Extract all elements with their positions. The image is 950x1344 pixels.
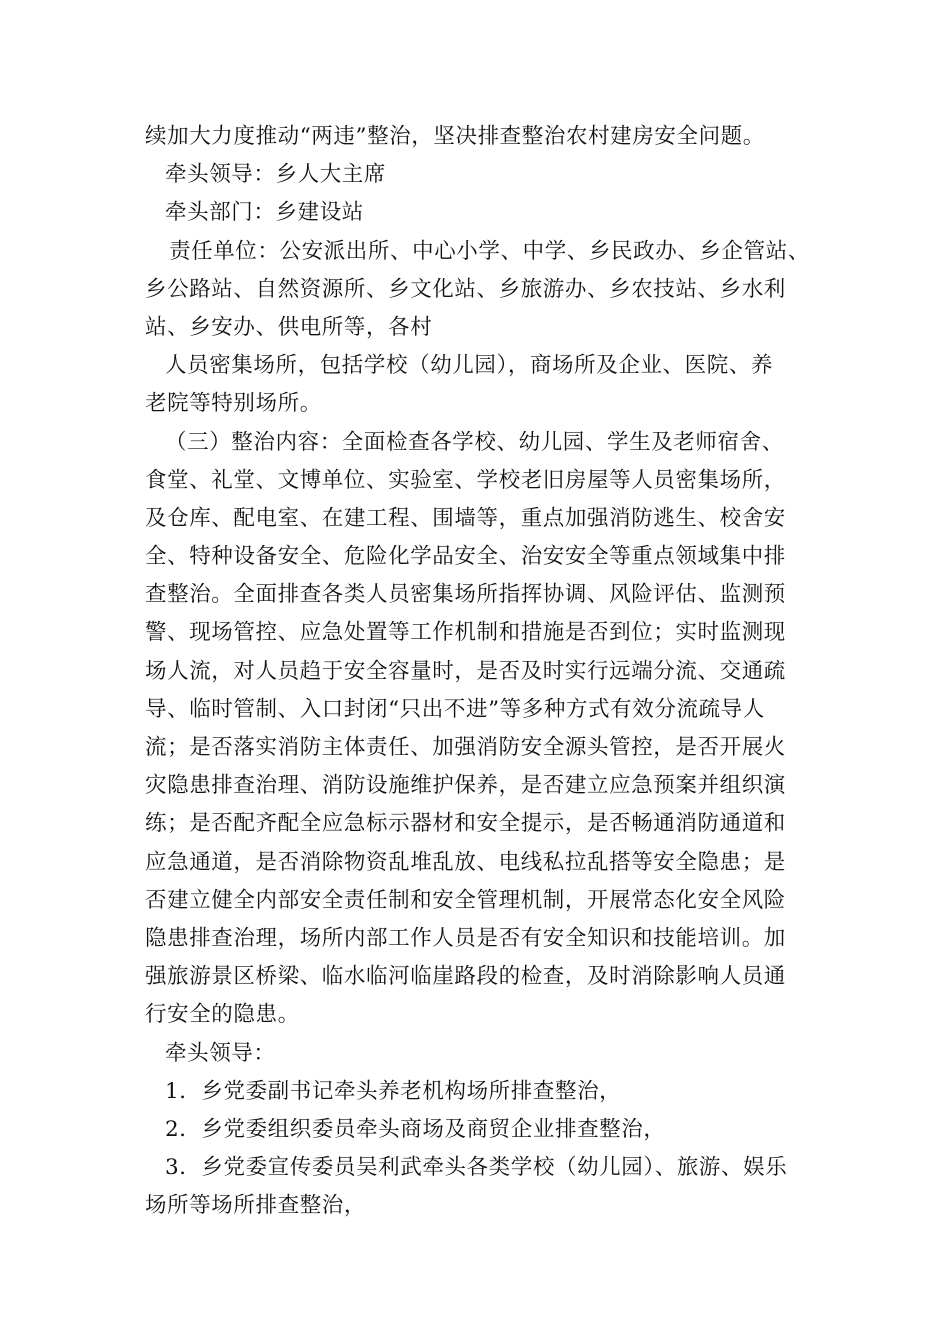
text-line: 警、现场管控、应急处置等工作机制和措施是否到位；实时监测现 bbox=[145, 620, 786, 646]
text-line: 续加大力度推动“两违”整治，坚决排查整治农村建房安全问题。 bbox=[145, 124, 765, 149]
list-item: 3．乡党委宣传委员吴利武牵头各类学校（幼儿园）、旅游、娱乐 bbox=[165, 1155, 788, 1181]
text-line: 老院等特别场所。 bbox=[145, 391, 322, 417]
text-line: 强旅游景区桥梁、临水临河临崖路段的检查，及时消除影响人员通 bbox=[145, 964, 786, 990]
text-line: 食堂、礼堂、文博单位、实验室、学校老旧房屋等人员密集场所， bbox=[145, 467, 786, 493]
text-line: 全、特种设备安全、危险化学品安全、治安安全等重点领域集中排 bbox=[145, 544, 786, 570]
text-line: 应急通道，是否消除物资乱堆乱放、电线私拉乱搭等安全隐患；是 bbox=[145, 849, 786, 875]
text-line: 查整治。全面排查各类人员密集场所指挥协调、风险评估、监测预 bbox=[145, 582, 786, 608]
text-line: 导、临时管制、入口封闭“只出不进”等多种方式有效分流疏导人 bbox=[145, 696, 765, 722]
text-line: 隐患排查治理，场所内部工作人员是否有安全知识和技能培训。加 bbox=[145, 925, 786, 951]
text-line: 人员密集场所，包括学校（幼儿园），商场所及企业、医院、养 bbox=[165, 353, 774, 379]
text-line: 及仓库、配电室、在建工程、围墙等，重点加强消防逃生、校舍安 bbox=[145, 505, 786, 531]
text-line: 场人流，对人员趋于安全容量时，是否及时实行远端分流、交通疏 bbox=[145, 658, 786, 684]
text-line: 站、乡安办、供电所等，各村 bbox=[145, 314, 433, 340]
text-line: 灾隐患排查治理、消防设施维护保养，是否建立应急预案并组织演 bbox=[145, 773, 786, 799]
document-page bbox=[145, 118, 825, 1225]
text-line: 责任单位：公安派出所、中心小学、中学、乡民政办、乡企管站、 bbox=[169, 238, 810, 264]
text-line: 行安全的隐患。 bbox=[145, 1002, 300, 1028]
text-line: 场所等场所排查整治， bbox=[145, 1193, 367, 1219]
text-line: 练；是否配齐配全应急标示器材和安全提示，是否畅通消防通道和 bbox=[145, 811, 786, 837]
text-line: 乡公路站、自然资源所、乡文化站、乡旅游办、乡农技站、乡水利 bbox=[145, 276, 786, 302]
text-line: 否建立健全内部安全责任制和安全管理机制，开展常态化安全风险 bbox=[145, 887, 786, 913]
list-item: 2．乡党委组织委员牵头商场及商贸企业排查整治， bbox=[165, 1116, 666, 1142]
text-line: 牵头领导：乡人大主席 bbox=[165, 162, 387, 188]
text-line: （三）整治内容：全面检查各学校、幼儿园、学生及老师宿舍、 bbox=[165, 429, 784, 455]
text-line: 牵头部门：乡建设站 bbox=[165, 200, 364, 226]
list-item: 1．乡党委副书记牵头养老机构场所排查整治， bbox=[165, 1078, 622, 1104]
text-line: 流；是否落实消防主体责任、加强消防安全源头管控，是否开展火 bbox=[145, 735, 786, 760]
text-line: 牵头领导： bbox=[165, 1040, 276, 1066]
